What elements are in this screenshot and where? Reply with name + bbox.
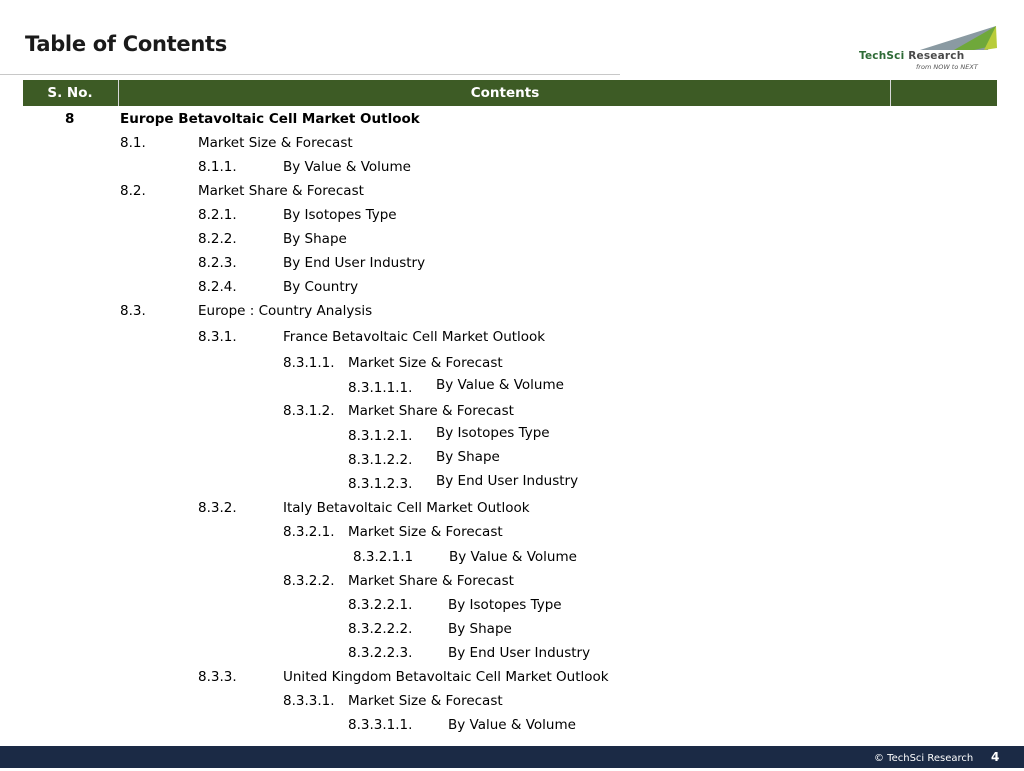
item-number: 8.1.1. (198, 159, 237, 175)
item-label: United Kingdom Betavoltaic Cell Market Outlook (283, 669, 609, 685)
item-number: 8.3.3.1. (283, 693, 335, 709)
list-item (0, 157, 1024, 177)
item-label: Market Share & Forecast (348, 403, 514, 419)
list-item (0, 522, 1024, 542)
list-item (0, 691, 1024, 711)
item-number: 8.3.3.1.1. (348, 717, 413, 733)
item-number: 8.3.2.2.2. (348, 621, 413, 637)
item-label: By End User Industry (436, 473, 579, 489)
section-title: Europe Betavoltaic Cell Market Outlook (120, 111, 420, 127)
section-number: 8 (65, 111, 75, 127)
item-label: By End User Industry (283, 255, 426, 271)
logo-wordmark: TechSci Research (859, 50, 965, 62)
item-label: Europe : Country Analysis (198, 303, 373, 319)
list-item (0, 667, 1024, 687)
list-item (0, 229, 1024, 249)
item-number: 8.3.1.1. (283, 355, 335, 371)
item-number: 8.3.2.1. (283, 524, 335, 540)
list-item (0, 377, 1024, 397)
item-label: Market Size & Forecast (348, 524, 503, 540)
list-item (0, 595, 1024, 615)
list-item (0, 498, 1024, 518)
item-label: By Value & Volume (283, 159, 411, 175)
list-item (0, 277, 1024, 297)
item-label: By Country (283, 279, 359, 295)
item-label: Market Size & Forecast (348, 693, 503, 709)
list-item (0, 133, 1024, 153)
item-number: 8.2.4. (198, 279, 237, 295)
item-label: By Shape (283, 231, 347, 247)
item-label: By Isotopes Type (448, 597, 562, 613)
header-sno: S. No. (47, 85, 93, 101)
list-item (0, 473, 1024, 493)
footer-bar (0, 746, 1024, 768)
page-title: Table of Contents (25, 32, 227, 56)
page-number: 4 (991, 750, 1000, 764)
list-item (0, 181, 1024, 201)
item-number: 8.3.1.2.1. (348, 428, 413, 444)
item-number: 8.3.2.2. (283, 573, 335, 589)
item-label: By Value & Volume (436, 377, 564, 393)
list-item (0, 205, 1024, 225)
item-label: By Value & Volume (448, 717, 576, 733)
item-label: Market Share & Forecast (198, 183, 364, 199)
item-number: 8.3.2. (198, 500, 237, 516)
item-number: 8.3.1.2. (283, 403, 335, 419)
header-contents: Contents (118, 80, 891, 106)
list-item (0, 643, 1024, 663)
list-item (0, 715, 1024, 735)
list-item (0, 109, 1024, 129)
item-number: 8.2.2. (198, 231, 237, 247)
list-item (0, 353, 1024, 373)
item-number: 8.3.3. (198, 669, 237, 685)
item-label: By Value & Volume (449, 549, 577, 565)
item-number: 8.1. (120, 135, 146, 151)
item-number: 8.3.2.2.1. (348, 597, 413, 613)
list-item (0, 301, 1024, 321)
item-label: Market Size & Forecast (348, 355, 503, 371)
list-item (0, 425, 1024, 445)
item-number: 8.2.1. (198, 207, 237, 223)
item-number: 8.3.1. (198, 329, 237, 345)
item-number: 8.3.1.1.1. (348, 380, 413, 396)
item-number: 8.3. (120, 303, 146, 319)
item-label: By Isotopes Type (283, 207, 397, 223)
footer-copyright: © TechSci Research (874, 753, 974, 764)
list-item (0, 327, 1024, 347)
item-label: Market Size & Forecast (198, 135, 353, 151)
item-label: By Shape (448, 621, 512, 637)
item-number: 8.3.1.2.2. (348, 452, 413, 468)
item-label: By Shape (436, 449, 500, 465)
item-label: Italy Betavoltaic Cell Market Outlook (283, 500, 530, 516)
item-number: 8.3.1.2.3. (348, 476, 413, 492)
list-item (0, 571, 1024, 591)
item-number: 8.3.2.2.3. (348, 645, 413, 661)
logo-tagline: from NOW to NEXT (916, 63, 978, 71)
item-label: France Betavoltaic Cell Market Outlook (283, 329, 546, 345)
list-item (0, 619, 1024, 639)
item-number: 8.2. (120, 183, 146, 199)
item-label: By Isotopes Type (436, 425, 550, 441)
list-item (0, 253, 1024, 273)
list-item (0, 449, 1024, 469)
list-item (0, 547, 1024, 567)
item-number: 8.3.2.1.1 (353, 549, 414, 565)
item-label: Market Share & Forecast (348, 573, 514, 589)
item-number: 8.2.3. (198, 255, 237, 271)
item-label: By End User Industry (448, 645, 591, 661)
list-item (0, 401, 1024, 421)
